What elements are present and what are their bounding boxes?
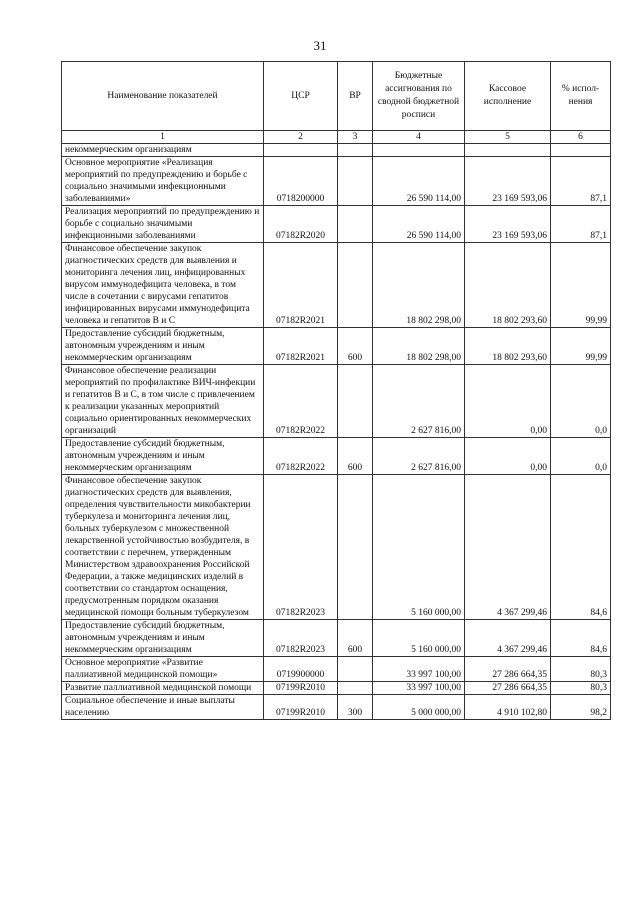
row-cash [465,144,551,157]
header-cash: Кассовое исполнение [465,62,551,131]
row-csr [264,144,338,157]
row-cash: 18 802 293,60 [465,328,551,365]
row-cash: 4 367 299,46 [465,620,551,657]
table-row [62,657,611,682]
row-name: Финансовое обеспечение закупок диагностических средств для выявления и мониторинга лечения лиц, инфицированных вирусом иммунодефицита человека, в том числе в сочетании с вирусами гепатитов инфицированных вирусами иммунодефицита человека и гепатитов В и С [62,243,264,328]
column-number: 4 [373,131,465,144]
row-name: некоммерческим организациям [62,144,264,157]
table-row [62,620,611,657]
row-vr [338,144,373,157]
column-number: 3 [338,131,373,144]
row-budget: 18 802 298,00 [373,328,465,365]
row-percent: 0,0 [551,365,611,438]
row-budget: 5 000 000,00 [373,695,465,720]
row-cash: 4 367 299,46 [465,475,551,620]
row-vr [338,682,373,695]
table-row [62,206,611,243]
row-budget: 26 590 114,00 [373,206,465,243]
row-budget: 26 590 114,00 [373,157,465,206]
row-budget: 33 997 100,00 [373,682,465,695]
header-budget: Бюджетные ассигнования по сводной бюджетной росписи [373,62,465,131]
row-csr: 07182R2023 [264,475,338,620]
row-name: Финансовое обеспечение реализации мероприятий по профилактике ВИЧ-инфекции и гепатитов В и С, в том числе с привлечением к реализации указанных мероприятий социально ориентированных некоммерческих организаций [62,365,264,438]
row-csr: 07182R2021 [264,243,338,328]
table-row [62,157,611,206]
header-vr: ВР [338,62,373,131]
row-vr: 600 [338,620,373,657]
row-percent: 84,6 [551,620,611,657]
row-vr [338,657,373,682]
row-name: Основное мероприятие «Развитие паллиативной медицинской помощи» [62,657,264,682]
row-budget: 18 802 298,00 [373,243,465,328]
row-name: Предоставление субсидий бюджетным, автономным учреждениям и иным некоммерческим организациям [62,328,264,365]
row-cash: 23 169 593,06 [465,157,551,206]
row-budget: 5 160 000,00 [373,475,465,620]
row-percent: 99,99 [551,328,611,365]
row-csr: 0718200000 [264,157,338,206]
row-percent: 84,6 [551,475,611,620]
column-number: 1 [62,131,264,144]
row-vr: 600 [338,328,373,365]
row-budget: 5 160 000,00 [373,620,465,657]
row-cash: 4 910 102,80 [465,695,551,720]
row-percent [551,144,611,157]
row-csr: 07182R2023 [264,620,338,657]
row-name: Предоставление субсидий бюджетным, автономным учреждениям и иным некоммерческим организациям [62,438,264,475]
column-number: 6 [551,131,611,144]
table-row [62,438,611,475]
row-name: Основное мероприятие «Реализация мероприятий по предупреждению и борьбе с социально значимыми инфекционными заболеваниями» [62,157,264,206]
column-number: 5 [465,131,551,144]
row-percent: 87,1 [551,157,611,206]
table-row [62,243,611,328]
row-percent: 80,3 [551,682,611,695]
table-row [62,328,611,365]
table-row [62,475,611,620]
row-name: Развитие паллиативной медицинской помощи [62,682,264,695]
row-csr: 07199R2010 [264,695,338,720]
table-row [62,365,611,438]
row-vr: 600 [338,438,373,475]
row-name: Предоставление субсидий бюджетным, автономным учреждениям и иным некоммерческим организациям [62,620,264,657]
row-percent: 98,2 [551,695,611,720]
header-name: Наименование показателей [62,62,264,131]
row-csr: 0719900000 [264,657,338,682]
table-row [62,144,611,157]
row-vr: 300 [338,695,373,720]
row-csr: 07182R2022 [264,438,338,475]
row-budget [373,144,465,157]
row-cash: 0,00 [465,365,551,438]
row-budget: 33 997 100,00 [373,657,465,682]
row-percent: 0,0 [551,438,611,475]
row-percent: 99,99 [551,243,611,328]
row-vr [338,365,373,438]
row-vr [338,475,373,620]
row-cash: 0,00 [465,438,551,475]
row-percent: 80,3 [551,657,611,682]
row-percent: 87,1 [551,206,611,243]
row-cash: 27 286 664,35 [465,682,551,695]
row-cash: 23 169 593,06 [465,206,551,243]
row-vr [338,243,373,328]
header-percent: % испол-нения [551,62,611,131]
row-csr: 07182R2020 [264,206,338,243]
row-vr [338,206,373,243]
column-number: 2 [264,131,338,144]
page-number: 31 [313,38,327,53]
table-row [62,682,611,695]
row-vr [338,157,373,206]
table-header-row [62,62,611,131]
column-number-row [62,131,611,144]
row-budget: 2 627 816,00 [373,438,465,475]
row-csr: 07182R2021 [264,328,338,365]
budget-execution-table [61,61,611,720]
row-name: Социальное обеспечение и иные выплаты населению [62,695,264,720]
row-budget: 2 627 816,00 [373,365,465,438]
table-row [62,695,611,720]
row-name: Финансовое обеспечение закупок диагностических средств для выявления, определения чувствительности микобактерии туберкулеза и мониторинга лечения лиц, больных туберкулезом с множественной лекарственной устойчивостью возбудителя, в соответствии с перечнем, утвержденным Министерством здравоохранения Российской Федерации, а также медицинских изделий в соответствии со стандартом оснащения, предусмотренным порядком оказания медицинской помощи больным туберкулезом [62,475,264,620]
row-cash: 18 802 293,60 [465,243,551,328]
row-csr: 07199R2010 [264,682,338,695]
row-name: Реализация мероприятий по предупреждению и борьбе с социально значимыми инфекционными заболеваниями [62,206,264,243]
row-cash: 27 286 664,35 [465,657,551,682]
row-csr: 07182R2022 [264,365,338,438]
header-csr: ЦСР [264,62,338,131]
